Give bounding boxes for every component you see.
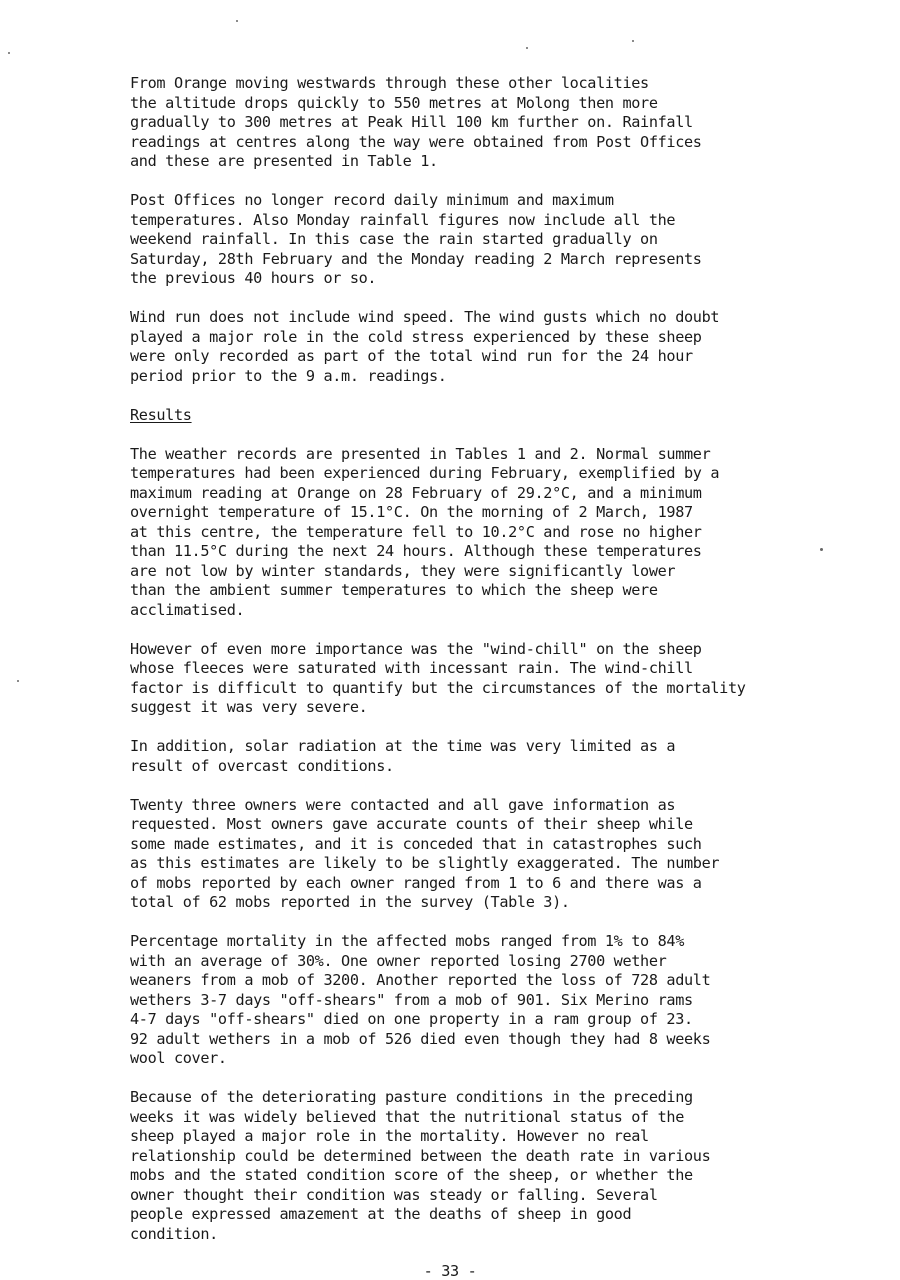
scan-speck <box>8 52 10 54</box>
scan-speck <box>820 548 823 551</box>
paragraph-nutrition: Because of the deteriorating pasture conditions in the preceding weeks it was widely believed that the nutritional status of the sheep played a major role in the mortality. However no real relationship could be determined between the death rate in various mobs and the stated condition score of the sheep, or whether the owner thought their condition was steady or falling. Several people expressed amazement at the deaths of sheep in good condition. <box>130 1088 711 1243</box>
paragraph-altitude-rainfall: From Orange moving westwards through these other localities the altitude drops quickly to 550 metres at Molong then more gradually to 300 metres at Peak Hill 100 km further on. Rainfall readings at centres along the way were obtained from Post Offices and these are presented in Table 1. <box>130 74 702 170</box>
paragraph-mortality: Percentage mortality in the affected mobs ranged from 1% to 84% with an average of 30%. One owner reported losing 2700 wether weaners from a mob of 3200. Another reported the loss of 728 adult wethers 3-7 days "off-shears" from a mob of 901. Six Merino rams 4-7 days "off-shears" died on one property in a ram group of 23. 92 adult wethers in a mob of 526 died even though they had 8 weeks wool cover. <box>130 932 711 1067</box>
paragraph-solar-radiation: In addition, solar radiation at the time was very limited as a result of overcast conditions. <box>130 737 676 775</box>
scan-speck <box>632 40 634 42</box>
paragraph-owners-survey: Twenty three owners were contacted and all gave information as requested. Most owners gave accurate counts of their sheep while some made estimates, and it is conceded that in catastrophes such as this estimates are likely to be slightly exaggerated. The number of mobs reported by each owner ranged from 1 to 6 and there was a total of 62 mobs reported in the survey (Table 3). <box>130 795 720 911</box>
paragraph-wind-run: Wind run does not include wind speed. The wind gusts which no doubt played a major role in the cold stress experienced by these sheep were only recorded as part of the total wind run for the 24 hour period prior to the 9 a.m. readings. <box>130 308 720 385</box>
page-number: - 33 - <box>423 1262 477 1280</box>
section-heading-results: Results <box>130 405 192 424</box>
paragraph-weather-records: The weather records are presented in Tables 1 and 2. Normal summer temperatures had been experienced during February, exemplified by a maximum reading at Orange on 28 February of 29.2°C, and a minimum overnight temperature of 15.1°C. On the morning of 2 March, 1987 at this centre, the temperature fell to 10.2°C and rose no higher than 11.5°C during the next 24 hours. Although these temperatures are not low by winter standards, they were significantly lower than the ambient summer temperatures to which the sheep were acclimatised. <box>130 444 720 619</box>
scan-speck <box>526 47 528 49</box>
paragraph-post-offices: Post Offices no longer record daily minimum and maximum temperatures. Also Monday rainfall figures now include all the weekend rainfall. In this case the rain started gradually on Saturday, 28th February and the Monday reading 2 March represents the previous 40 hours or so. <box>130 191 702 287</box>
scan-speck <box>236 20 238 22</box>
scan-speck <box>17 680 19 682</box>
paragraph-wind-chill: However of even more importance was the "wind-chill" on the sheep whose fleeces were saturated with incessant rain. The wind-chill factor is difficult to quantify but the circumstances of the mortality suggest it was very severe. <box>130 639 746 716</box>
document-body <box>130 74 830 1264</box>
